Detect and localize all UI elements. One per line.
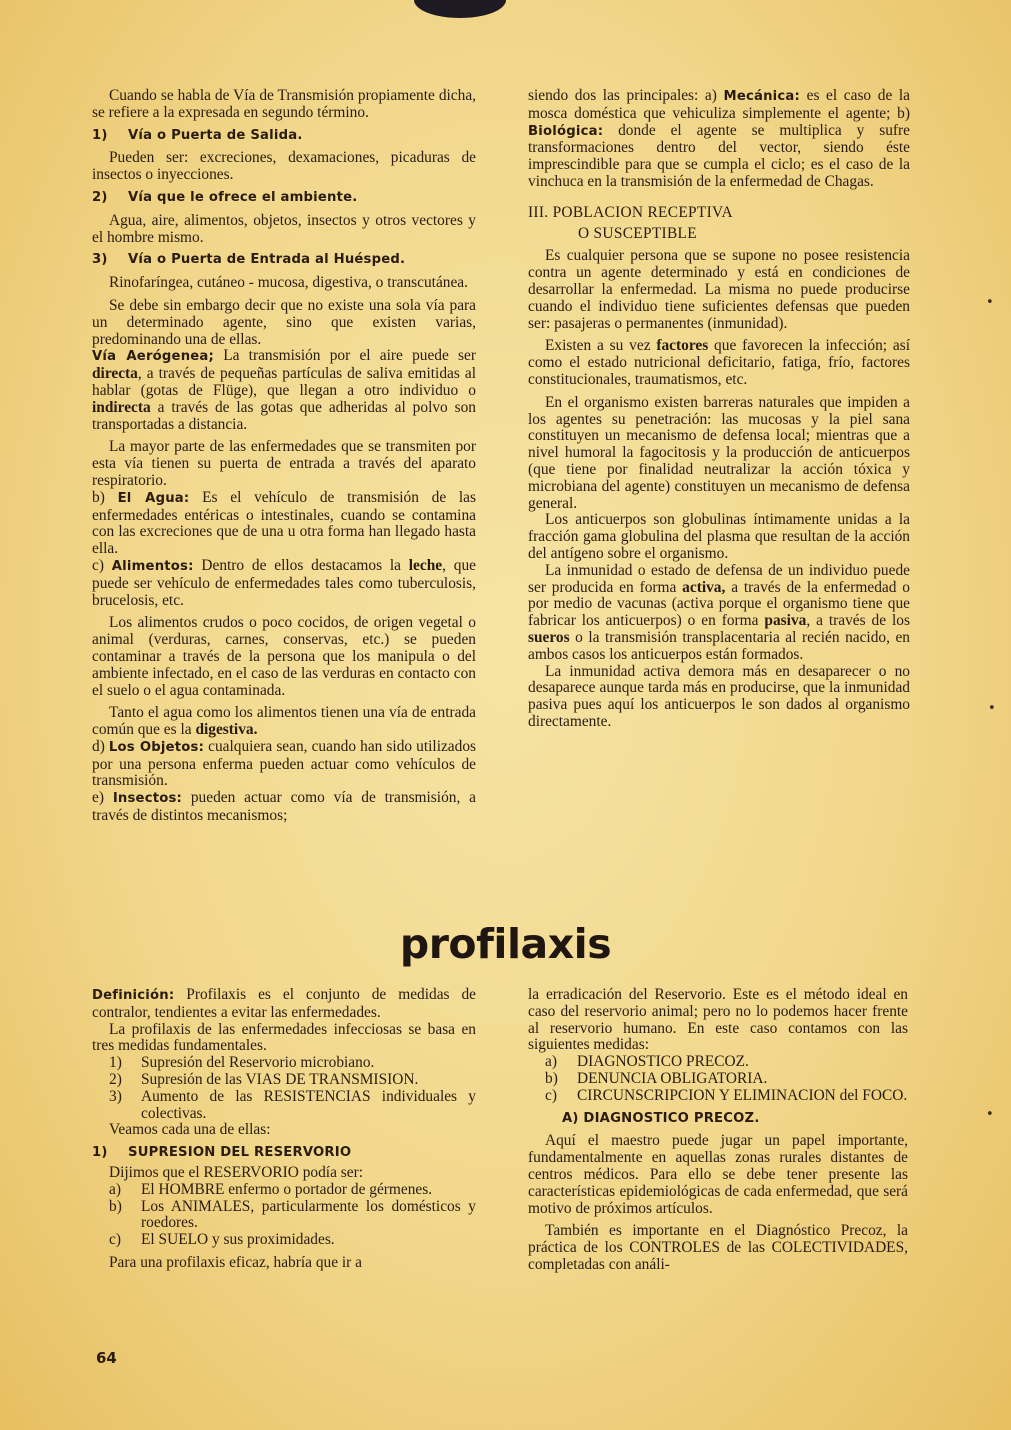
subheading: 3) Vía o Puerta de Entrada al Huésped. xyxy=(92,252,406,268)
list-item: c) El SUELO y sus proximidades. xyxy=(109,1231,335,1249)
subheading: A) DIAGNOSTICO PRECOZ. xyxy=(562,1110,760,1126)
list-item: b) DENUNCIA OBLIGATORIA. xyxy=(545,1069,768,1087)
paragraph: Pueden ser: excreciones, dexamaciones, picaduras de insectos o inyecciones. xyxy=(92,149,476,184)
paragraph-aerogenea: Vía Aerógenea; La transmisión por el aire puede ser directa, a través de pequeñas partículas de saliva emitidas al hablar (gotas de Flüge), que llegan a otro individuo o indirecta a través de las gotas que adheridas al polvo son transportadas a distancia. xyxy=(92,347,476,433)
paragraph: Aquí el maestro puede jugar un papel importante, fundamentalmente en aquellas zonas rurales distantes de centros médicos. Para ello se debe tener presente las características epidemiológicas de cada enfermedad, que será motivo de próximos artículos. xyxy=(528,1132,908,1217)
margin-speck: • xyxy=(988,701,996,716)
paragraph: También es importante en el Diagnóstico Precoz, la práctica de los CONTROLES de las COLECTIVIDADES, completadas con análi- xyxy=(528,1222,908,1273)
section-heading: III. POBLACION RECEPTIVA xyxy=(528,203,733,221)
paragraph: Tanto el agua como los alimentos tienen una vía de entrada común que es la digestiva. xyxy=(92,704,476,739)
column-top-right xyxy=(528,88,910,731)
list-item: 3) Aumento de las RESISTENCIAS individuales y colectivas. xyxy=(109,1087,476,1122)
paragraph-alimentos: c) Alimentos: Dentro de ellos destacamos la leche, que puede ser vehículo de enfermedades tales como tuberculosis, brucelosis, etc. xyxy=(92,556,476,609)
paragraph: Dijimos que el RESERVORIO podía ser: xyxy=(109,1163,363,1181)
paragraph: Cuando se habla de Vía de Transmisión propiamente dicha, se refiere a la expresada en segundo término. xyxy=(92,87,476,121)
subheading: 1) Vía o Puerta de Salida. xyxy=(92,127,303,143)
paragraph: La inmunidad activa demora más en desaparecer o no desaparece aunque tarda más en producirse, que la inmunidad pasiva pues aquí los anticuerpos le son dados al organismo directamente. xyxy=(528,662,910,730)
list-item: c) CIRCUNSCRIPCION Y ELIMINACION del FOCO. xyxy=(545,1086,908,1104)
ink-blot xyxy=(414,0,506,18)
list-item: 2) Supresión de las VIAS DE TRANSMISION. xyxy=(109,1070,419,1088)
column-top-left xyxy=(92,88,476,825)
column-bottom-right xyxy=(528,987,908,1274)
list-item: a) DIAGNOSTICO PRECOZ. xyxy=(545,1053,749,1071)
paragraph: Se debe sin embargo decir que no existe una sola vía para un determinado agente, sino que existen varias, predominando una de ellas. xyxy=(92,296,476,348)
paragraph-insectos: e) Insectos: pueden actuar como vía de transmisión, a través de distintos mecanismos; xyxy=(92,789,476,825)
paragraph: La inmunidad o estado de defensa de un individuo puede ser producida en forma activa, a través de la enfermedad o por medio de vacunas (activa porque el organismo tiene que fabricar los anticuerpos) o en forma pasiva, a través de los sueros o la transmisión transplacentaria al recién nacido, en ambos casos los anticuerpos están formados. xyxy=(528,561,910,663)
paragraph: La profilaxis de las enfermedades infecciosas se basa en tres medidas fundamentales. xyxy=(92,1020,476,1055)
paragraph: Es cualquier persona que se supone no posee resistencia contra un agente determinado y está en condiciones de desarrollar la enfermedad. La misma no puede producirse cuando el individuo tiene suficientes defensas que pueden ser: pasajeras o permanentes (inmunidad). xyxy=(528,247,910,332)
paragraph: La mayor parte de las enfermedades que se transmiten por esta vía tienen su puerta de entrada a través del aparato respiratorio. xyxy=(92,438,476,489)
paragraph: Rinofaríngea, cutáneo - mucosa, digestiva, o transcutánea. xyxy=(109,274,468,292)
paragraph: Para una profilaxis eficaz, habría que ir a xyxy=(109,1253,362,1271)
column-bottom-left xyxy=(92,987,476,1272)
paragraph: Los alimentos crudos o poco cocidos, de origen vegetal o animal (verduras, carnes, conservas, etc.) se pueden contaminar a través de la persona que los manipula o del ambiente infectado, en el caso de las verduras en contacto con el suelo o el agua contaminada. xyxy=(92,614,476,699)
list-item: a) El HOMBRE enfermo o portador de gérmenes. xyxy=(109,1180,433,1198)
paragraph: Agua, aire, alimentos, objetos, insectos y otros vectores y el hombre mismo. xyxy=(92,211,476,246)
subheading: 1) SUPRESION DEL RESERVORIO xyxy=(92,1145,352,1161)
paragraph: siendo dos las principales: a) Mecánica: es el caso de la mosca doméstica que vehiculiza simplemente el agente; b) Biológica: donde el agente se multiplica y sufre transformaciones dentro del vector, siendo éste imprescindible para que se cumpla el ciclo; es el caso de la vinchuca en la transmisión de la enfermedad de Chagas. xyxy=(528,87,910,190)
section-heading-line2: O SUSCEPTIBLE xyxy=(578,224,697,242)
paragraph-agua: b) El Agua: Es el vehículo de transmisión de las enfermedades entéricas o intestinales, cuando se contamina con las excreciones que de una u otra forma han llegado hasta ella. xyxy=(92,488,476,558)
paragraph: En el organismo existen barreras naturales que impiden a los agentes su penetración: las mucosas y la piel sana constituyen un mecanismo de defensa local; mientras que a nivel humoral la fagocitosis y la producción de anticuerpos (que tiene por finalidad neutralizar la acción tóxica y microbiana del agente) constituyen un mecanismo de defensa general. xyxy=(528,393,910,512)
list-item: 1) Supresión del Reservorio microbiano. xyxy=(109,1054,375,1072)
section-title: profilaxis xyxy=(399,920,612,968)
page-number: 64 xyxy=(96,1349,117,1367)
margin-speck: • xyxy=(986,295,994,310)
subheading: 2) Vía que le ofrece el ambiente. xyxy=(92,189,358,205)
paragraph: la erradicación del Reservorio. Este es el método ideal en caso del reservorio animal; pero no lo podemos hacer frente al reservorio humano. En este caso contamos con las siguientes medidas: xyxy=(528,986,908,1054)
paragraph: Veamos cada una de ellas: xyxy=(109,1121,271,1139)
paragraph-objetos: d) Los Objetos: cualquiera sean, cuando han sido utilizados por una persona enferma pueden actuar como vehículos de transmisión. xyxy=(92,737,477,790)
list-item: b) Los ANIMALES, particularmente los domésticos y roedores. xyxy=(109,1197,476,1232)
margin-speck: • xyxy=(986,1107,994,1122)
paragraph: Los anticuerpos son globulinas íntimamente unidas a la fracción gama globulina del plasma que resultan de la acción del antígeno sobre el organismo. xyxy=(528,511,910,562)
paragraph-definicion: Definición: Profilaxis es el conjunto de medidas de contralor, tendientes a evitar las enfermedades. xyxy=(92,986,476,1021)
paragraph: Existen a su vez factores que favorecen la infección; así como el estado nutricional deficitario, fatiga, frío, factores constitucionales, traumatismos, etc. xyxy=(528,337,910,388)
